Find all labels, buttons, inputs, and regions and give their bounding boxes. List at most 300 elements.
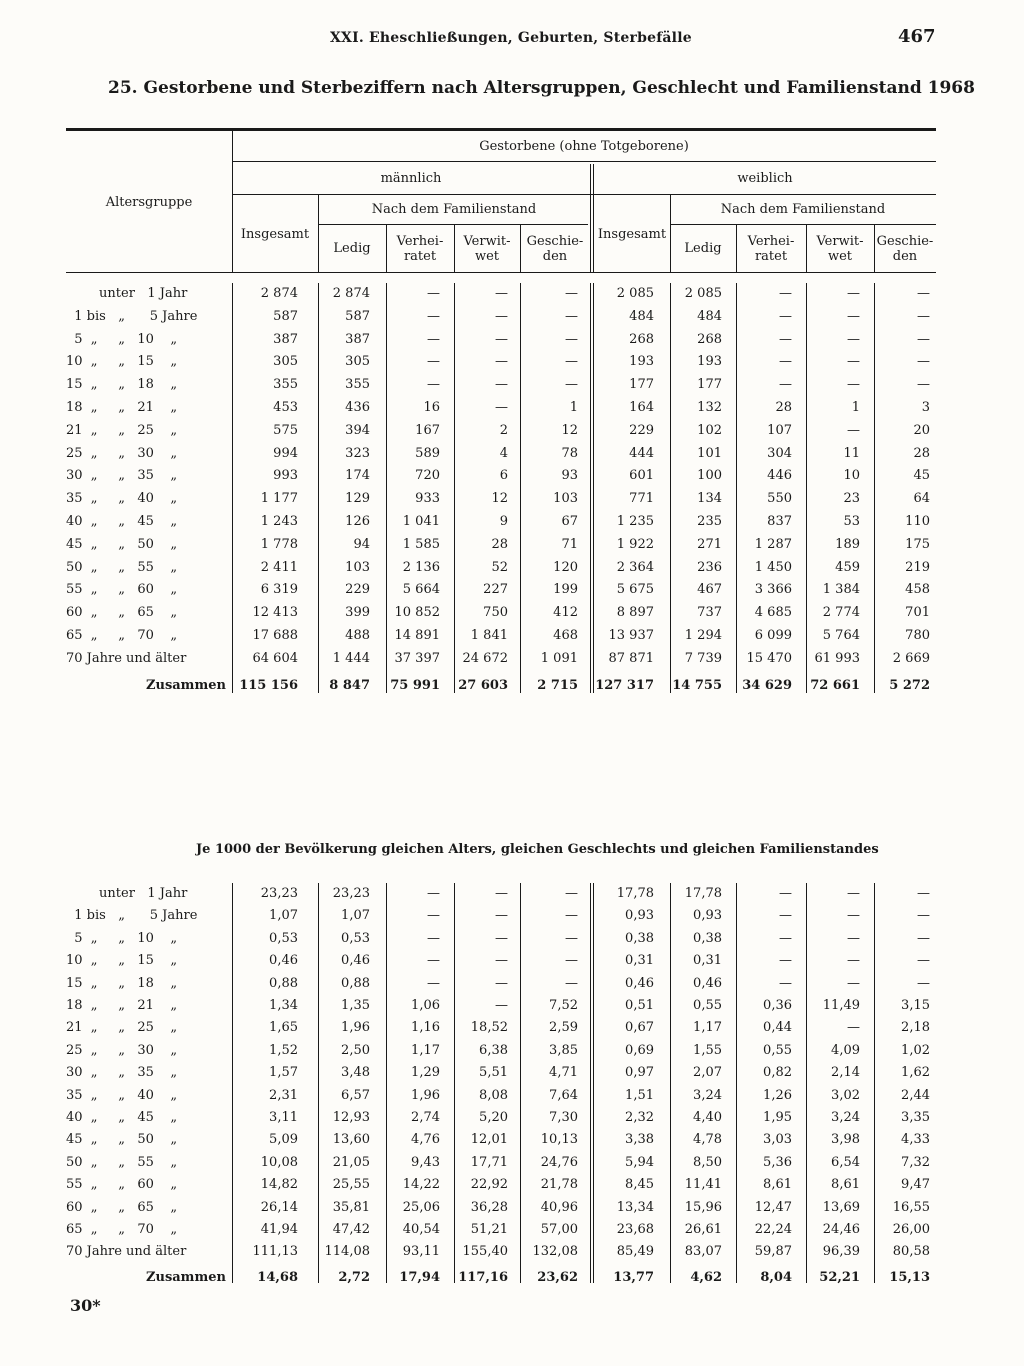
cell-w-insgesamt: 0,31 <box>625 953 654 969</box>
cell-w-verwitwet: 72 661 <box>810 677 860 693</box>
cell-m-verheiratet: 2,74 <box>411 1110 440 1125</box>
cell-m-insgesamt: 1,57 <box>269 1065 298 1081</box>
cell-w-insgesamt: 85,49 <box>616 1244 654 1260</box>
cell-m-verheiratet: 2 136 <box>402 559 440 575</box>
cell-w-insgesamt: 229 <box>629 422 654 438</box>
cell-w-verheiratet: 12,47 <box>754 1199 792 1215</box>
cell-m-verheiratet: — <box>427 930 440 946</box>
cell-w-ledig: 132 <box>697 400 722 415</box>
cell-w-verwitwet: 459 <box>835 559 860 575</box>
cell-w-insgesamt: 0,93 <box>625 908 654 924</box>
cell-m-ledig: 1 444 <box>332 650 370 666</box>
cell-m-ledig: 229 <box>345 582 370 598</box>
cell-w-insgesamt: 23,68 <box>616 1222 654 1237</box>
cell-m-verwitwet: — <box>495 377 508 393</box>
cell-w-verwitwet: — <box>847 377 860 393</box>
cell-w-insgesamt: 484 <box>629 308 654 324</box>
cell-m-insgesamt: 993 <box>273 468 298 484</box>
table-row <box>66 1085 936 1107</box>
table-row <box>66 1040 936 1062</box>
age-group-label: 70 Jahre und älter <box>66 1244 187 1260</box>
cell-w-geschieden: 175 <box>905 536 930 552</box>
cell-w-insgesamt: 2 364 <box>616 559 654 575</box>
cell-w-verwitwet: 61 993 <box>814 650 860 666</box>
cell-w-insgesamt: 193 <box>629 354 654 370</box>
cell-m-verwitwet: 9 <box>499 514 508 529</box>
cell-m-verheiratet: — <box>427 908 440 924</box>
cell-w-geschieden: — <box>917 908 930 924</box>
cell-w-insgesamt: 0,51 <box>625 998 654 1013</box>
cell-w-geschieden: 3,35 <box>901 1110 930 1125</box>
age-group-label: 25 „ „ 30 „ <box>66 1042 178 1058</box>
age-group-label: 1 bis „ 5 Jahre <box>66 308 198 324</box>
cell-m-insgesamt: 5,09 <box>269 1132 298 1148</box>
cell-w-geschieden: 2 669 <box>892 650 930 666</box>
cell-m-geschieden: 103 <box>553 491 578 507</box>
cell-w-insgesamt: 444 <box>629 445 654 461</box>
cell-w-verwitwet: 8,61 <box>831 1177 860 1193</box>
cell-w-ledig: 235 <box>697 514 722 529</box>
cell-w-geschieden: 1,02 <box>901 1042 930 1058</box>
cell-w-verwitwet: 3,24 <box>831 1110 860 1125</box>
cell-w-verwitwet: 2,14 <box>831 1065 860 1081</box>
running-header-title: XXI. Eheschließungen, Geburten, Sterbefälle <box>330 30 692 46</box>
cell-w-insgesamt: 17,78 <box>616 886 654 901</box>
table-row <box>66 602 936 624</box>
cell-w-insgesamt: 1,51 <box>625 1087 654 1103</box>
page-number: 467 <box>898 26 936 47</box>
cell-w-verwitwet: 24,46 <box>822 1222 860 1237</box>
cell-w-ledig: 4,40 <box>693 1110 722 1125</box>
age-group-label: 21 „ „ 25 „ <box>66 1020 178 1036</box>
cell-m-ledig: 8 847 <box>329 677 370 693</box>
cell-w-insgesamt: 8 897 <box>616 605 654 621</box>
running-header <box>0 26 1024 54</box>
cell-m-insgesamt: 17 688 <box>252 628 298 643</box>
age-group-label: 10 „ „ 15 „ <box>66 354 178 370</box>
cell-m-geschieden: 199 <box>553 582 578 598</box>
cell-m-geschieden: 78 <box>561 445 578 461</box>
cell-w-verheiratet: 3 366 <box>754 582 792 598</box>
cell-m-ledig: 23,23 <box>332 886 370 901</box>
cell-m-insgesamt: 64 604 <box>252 650 298 666</box>
cell-m-ledig: 394 <box>345 422 370 438</box>
cell-m-ledig: 126 <box>345 514 370 529</box>
cell-w-verheiratet: 6 099 <box>754 628 792 643</box>
age-group-label: 18 „ „ 21 „ <box>66 400 178 415</box>
table-title: 25. Gestorbene und Sterbeziffern nach Altersgruppen, Geschlecht und Familienstand 1968 <box>108 78 975 98</box>
header-w-verwitwet: Verwit- wet <box>816 233 864 264</box>
header-weiblich: weiblich <box>737 170 793 186</box>
cell-m-ledig: 12,93 <box>332 1110 370 1125</box>
cell-m-insgesamt: 23,23 <box>260 886 298 901</box>
cell-w-ledig: 1 294 <box>684 628 722 643</box>
cell-m-geschieden: 24,76 <box>540 1154 578 1170</box>
cell-m-verwitwet: 227 <box>483 582 508 598</box>
cell-w-geschieden: — <box>917 886 930 901</box>
cell-w-ledig: 177 <box>697 377 722 393</box>
cell-m-verwitwet: — <box>495 908 508 924</box>
cell-w-verheiratet: 1,26 <box>763 1087 792 1103</box>
cell-m-insgesamt: 1 243 <box>260 514 298 529</box>
cell-w-geschieden: — <box>917 930 930 946</box>
cell-w-verheiratet: 4 685 <box>754 605 792 621</box>
cell-w-insgesamt: 0,38 <box>625 930 654 946</box>
cell-m-ledig: 174 <box>345 468 370 484</box>
cell-m-verheiratet: — <box>427 354 440 370</box>
table-row <box>66 397 936 419</box>
cell-w-verwitwet: — <box>847 422 860 438</box>
cell-w-ledig: 236 <box>697 559 722 575</box>
table-row <box>66 511 936 533</box>
cell-m-verwitwet: — <box>495 998 508 1013</box>
cell-w-geschieden: 780 <box>905 628 930 643</box>
cell-w-ledig: 3,24 <box>693 1087 722 1103</box>
deaths-table-body <box>66 283 936 703</box>
cell-m-insgesamt: 453 <box>273 400 298 415</box>
cell-m-geschieden: — <box>565 930 578 946</box>
cell-m-ledig: 387 <box>345 331 370 347</box>
cell-m-verheiratet: 4,76 <box>411 1132 440 1148</box>
cell-m-insgesamt: 0,53 <box>269 930 298 946</box>
cell-m-verwitwet: 6 <box>499 468 508 484</box>
cell-m-insgesamt: 305 <box>273 354 298 370</box>
cell-w-ledig: 4,62 <box>690 1269 722 1285</box>
cell-w-verheiratet: — <box>779 377 792 393</box>
cell-m-verheiratet: — <box>427 377 440 393</box>
cell-w-insgesamt: 601 <box>629 468 654 484</box>
cell-m-geschieden: 93 <box>561 468 578 484</box>
table-row <box>66 443 936 465</box>
age-group-label: 15 „ „ 18 „ <box>66 975 178 991</box>
cell-m-ledig: 2,72 <box>338 1269 370 1285</box>
table-row <box>66 1062 936 1084</box>
cell-m-insgesamt: 1,07 <box>269 908 298 924</box>
cell-w-insgesamt: 1 922 <box>616 536 654 552</box>
cell-w-geschieden: 1,62 <box>901 1065 930 1081</box>
cell-w-ledig: 1,55 <box>693 1042 722 1058</box>
cell-w-insgesamt: 164 <box>629 400 654 415</box>
cell-w-verheiratet: 1,95 <box>763 1110 792 1125</box>
age-group-label: unter 1 Jahr <box>66 886 188 901</box>
cell-m-verheiratet: 720 <box>415 468 440 484</box>
table-row <box>66 374 936 396</box>
age-group-label: 1 bis „ 5 Jahre <box>66 908 198 924</box>
header-gestorbene: Gestorbene (ohne Totgeborene) <box>479 138 689 154</box>
cell-w-geschieden: 26,00 <box>892 1222 930 1237</box>
cell-w-verheiratet: 1 450 <box>754 559 792 575</box>
cell-m-verwitwet: 2 <box>499 422 508 438</box>
table-row <box>66 534 936 556</box>
age-group-label: 60 „ „ 65 „ <box>66 605 178 621</box>
cell-m-insgesamt: 994 <box>273 445 298 461</box>
table-row <box>66 625 936 647</box>
cell-m-ledig: 25,55 <box>332 1177 370 1193</box>
cell-m-ledig: 1,96 <box>341 1020 370 1036</box>
cell-w-ledig: 484 <box>697 308 722 324</box>
cell-m-insgesamt: 2,31 <box>269 1087 298 1103</box>
cell-m-geschieden: 3,85 <box>549 1042 578 1058</box>
cell-w-ledig: 100 <box>697 468 722 484</box>
cell-m-insgesamt: 3,11 <box>269 1110 298 1125</box>
cell-w-ledig: 193 <box>697 354 722 370</box>
cell-w-ledig: 14 755 <box>672 677 722 693</box>
table-row <box>66 1017 936 1039</box>
cell-w-insgesamt: 127 317 <box>595 677 654 693</box>
cell-w-ledig: 0,38 <box>693 930 722 946</box>
cell-m-geschieden: — <box>565 975 578 991</box>
cell-m-verwitwet: — <box>495 930 508 946</box>
header-m-ledig: Ledig <box>333 241 371 256</box>
table-row <box>66 648 936 670</box>
cell-w-ledig: 134 <box>697 491 722 507</box>
cell-m-verwitwet: 8,08 <box>479 1087 508 1103</box>
total-row <box>66 675 936 697</box>
sheet-signature: 30* <box>70 1296 101 1315</box>
cell-m-ledig: 0,53 <box>341 930 370 946</box>
cell-w-geschieden: — <box>917 286 930 301</box>
cell-w-insgesamt: 8,45 <box>625 1177 654 1193</box>
cell-m-verheiratet: 16 <box>423 400 440 415</box>
cell-m-verwitwet: 51,21 <box>470 1222 508 1237</box>
age-group-label: unter 1 Jahr <box>66 286 188 301</box>
cell-w-ledig: 268 <box>697 331 722 347</box>
cell-m-ledig: 0,46 <box>341 953 370 969</box>
cell-w-verheiratet: 5,36 <box>763 1154 792 1170</box>
age-group-label: 35 „ „ 40 „ <box>66 1087 178 1103</box>
cell-m-ledig: 399 <box>345 605 370 621</box>
cell-m-insgesamt: 0,88 <box>269 975 298 991</box>
cell-w-ledig: 101 <box>697 445 722 461</box>
cell-w-insgesamt: 13,77 <box>613 1269 654 1285</box>
cell-w-ledig: 0,93 <box>693 908 722 924</box>
cell-m-insgesamt: 1 778 <box>260 536 298 552</box>
table-row <box>66 1107 936 1129</box>
cell-w-insgesamt: 1 235 <box>616 514 654 529</box>
cell-w-insgesamt: 5 675 <box>616 582 654 598</box>
cell-m-geschieden: — <box>565 354 578 370</box>
cell-w-verheiratet: 3,03 <box>763 1132 792 1148</box>
cell-m-verwitwet: 12 <box>491 491 508 507</box>
table-row <box>66 1219 936 1241</box>
cell-w-verwitwet: 11,49 <box>822 998 860 1013</box>
cell-w-insgesamt: 87 871 <box>608 650 654 666</box>
cell-m-verwitwet: 28 <box>491 536 508 552</box>
cell-w-ledig: 271 <box>697 536 722 552</box>
header-maennlich: männlich <box>380 170 442 186</box>
age-group-label: 50 „ „ 55 „ <box>66 559 178 575</box>
cell-w-ledig: 0,31 <box>693 953 722 969</box>
cell-m-verwitwet: 6,38 <box>479 1042 508 1058</box>
age-group-label: 35 „ „ 40 „ <box>66 491 178 507</box>
cell-w-insgesamt: 2,32 <box>625 1110 654 1125</box>
cell-w-geschieden: — <box>917 953 930 969</box>
cell-w-verheiratet: — <box>779 908 792 924</box>
cell-m-ledig: 2 874 <box>332 286 370 301</box>
cell-m-geschieden: 67 <box>561 514 578 529</box>
cell-m-ledig: 323 <box>345 445 370 461</box>
cell-m-ledig: 13,60 <box>332 1132 370 1148</box>
cell-w-geschieden: 7,32 <box>901 1154 930 1170</box>
cell-m-ledig: 1,07 <box>341 908 370 924</box>
cell-w-ledig: 0,55 <box>693 998 722 1013</box>
cell-w-verheiratet: 59,87 <box>754 1244 792 1260</box>
cell-w-geschieden: 28 <box>913 445 930 461</box>
cell-m-geschieden: 2 715 <box>537 677 578 693</box>
cell-m-verheiratet: 9,43 <box>411 1154 440 1170</box>
cell-w-insgesamt: 268 <box>629 331 654 347</box>
cell-w-geschieden: 701 <box>905 605 930 621</box>
cell-m-ledig: 436 <box>345 400 370 415</box>
cell-m-verwitwet: 22,92 <box>470 1177 508 1193</box>
cell-w-insgesamt: 0,46 <box>625 975 654 991</box>
cell-w-geschieden: 2,18 <box>901 1020 930 1036</box>
cell-w-verwitwet: — <box>847 354 860 370</box>
age-group-label: 40 „ „ 45 „ <box>66 1110 178 1125</box>
cell-m-verwitwet: 750 <box>483 605 508 621</box>
cell-w-ledig: 4,78 <box>693 1132 722 1148</box>
cell-m-insgesamt: 10,08 <box>260 1154 298 1170</box>
cell-m-verwitwet: 5,51 <box>479 1065 508 1081</box>
cell-m-insgesamt: 0,46 <box>269 953 298 969</box>
age-group-label: 60 „ „ 65 „ <box>66 1199 178 1215</box>
cell-m-insgesamt: 26,14 <box>260 1199 298 1215</box>
cell-m-insgesamt: 14,68 <box>257 1269 298 1285</box>
cell-w-geschieden: — <box>917 975 930 991</box>
cell-w-verwitwet: 53 <box>843 514 860 529</box>
rates-section-heading: Je 1000 der Bevölkerung gleichen Alters, gleichen Geschlechts und gleichen Familienstandes <box>196 842 879 857</box>
cell-w-geschieden: 110 <box>905 514 930 529</box>
cell-w-geschieden: 3 <box>921 400 930 415</box>
cell-w-verwitwet: 6,54 <box>831 1154 860 1170</box>
cell-w-ledig: 15,96 <box>684 1199 722 1215</box>
cell-m-geschieden: 7,30 <box>549 1110 578 1125</box>
cell-w-verheiratet: 0,55 <box>763 1042 792 1058</box>
table-row <box>66 420 936 442</box>
cell-m-ledig: 94 <box>353 536 370 552</box>
cell-w-ledig: 11,41 <box>684 1177 722 1193</box>
cell-w-verwitwet: 3,02 <box>831 1087 860 1103</box>
header-w-ledig: Ledig <box>684 241 722 256</box>
age-group-label: 5 „ „ 10 „ <box>66 331 178 347</box>
cell-w-verheiratet: 0,36 <box>763 998 792 1013</box>
cell-m-verheiratet: 1,29 <box>411 1065 440 1081</box>
cell-m-verheiratet: 1 041 <box>402 514 440 529</box>
cell-m-insgesamt: 1,52 <box>269 1042 298 1058</box>
cell-w-verheiratet: 15 470 <box>746 650 792 666</box>
cell-w-verheiratet: 0,82 <box>763 1065 792 1081</box>
cell-m-insgesamt: 2 874 <box>260 286 298 301</box>
cell-w-verwitwet: — <box>847 975 860 991</box>
cell-w-verheiratet: 1 287 <box>754 536 792 552</box>
table-row <box>66 995 936 1017</box>
table-row <box>66 579 936 601</box>
cell-m-verheiratet: 37 397 <box>394 650 440 666</box>
cell-w-ledig: 8,50 <box>693 1154 722 1170</box>
cell-m-ledig: 6,57 <box>341 1087 370 1103</box>
cell-m-geschieden: 120 <box>553 559 578 575</box>
age-group-label: 25 „ „ 30 „ <box>66 445 178 461</box>
cell-m-insgesamt: 14,82 <box>260 1177 298 1193</box>
cell-m-verwitwet: — <box>495 331 508 347</box>
cell-m-geschieden: 468 <box>553 628 578 643</box>
cell-m-verheiratet: 589 <box>415 445 440 461</box>
cell-m-insgesamt: 115 156 <box>239 677 298 693</box>
cell-w-verwitwet: 3,98 <box>831 1132 860 1148</box>
cell-w-insgesamt: 3,38 <box>625 1132 654 1148</box>
cell-w-ledig: 83,07 <box>684 1244 722 1260</box>
age-group-label: 45 „ „ 50 „ <box>66 1132 178 1148</box>
age-group-label: 21 „ „ 25 „ <box>66 422 178 438</box>
cell-m-insgesamt: 575 <box>273 422 298 438</box>
table-row <box>66 1174 936 1196</box>
age-group-label: 5 „ „ 10 „ <box>66 930 178 946</box>
cell-m-verwitwet: — <box>495 354 508 370</box>
cell-w-insgesamt: 2 085 <box>616 286 654 301</box>
cell-w-verwitwet: 1 <box>851 400 860 415</box>
cell-w-verheiratet: — <box>779 953 792 969</box>
cell-w-ledig: 102 <box>697 422 722 438</box>
cell-w-geschieden: 45 <box>913 468 930 484</box>
cell-w-ledig: 737 <box>697 605 722 621</box>
cell-m-verheiratet: 167 <box>415 422 440 438</box>
cell-m-geschieden: 7,52 <box>549 998 578 1013</box>
cell-w-verwitwet: — <box>847 286 860 301</box>
cell-m-geschieden: 132,08 <box>532 1244 578 1260</box>
cell-w-geschieden: 2,44 <box>901 1087 930 1103</box>
cell-w-geschieden: 5 272 <box>889 677 930 693</box>
header-m-insgesamt: Insgesamt <box>240 226 310 242</box>
cell-w-verheiratet: 304 <box>767 445 792 461</box>
cell-m-geschieden: — <box>565 953 578 969</box>
cell-w-verwitwet: 96,39 <box>822 1244 860 1260</box>
cell-w-geschieden: 3,15 <box>901 998 930 1013</box>
cell-w-ledig: 0,46 <box>693 975 722 991</box>
header-altersgruppe: Altersgruppe <box>105 194 193 210</box>
cell-w-verwitwet: 5 764 <box>822 628 860 643</box>
age-group-label: 65 „ „ 70 „ <box>66 1222 178 1237</box>
cell-m-geschieden: 4,71 <box>549 1065 578 1081</box>
cell-m-ledig: 114,08 <box>324 1244 370 1260</box>
cell-w-verwitwet: 1 384 <box>822 582 860 598</box>
cell-w-verheiratet: 22,24 <box>754 1222 792 1237</box>
table-row <box>66 928 936 950</box>
cell-m-verheiratet: 1 585 <box>402 536 440 552</box>
cell-m-geschieden: — <box>565 908 578 924</box>
age-group-label: 10 „ „ 15 „ <box>66 953 178 969</box>
cell-w-verwitwet: 4,09 <box>831 1042 860 1058</box>
cell-m-ledig: 2,50 <box>341 1042 370 1058</box>
table-row <box>66 465 936 487</box>
cell-w-verheiratet: — <box>779 308 792 324</box>
cell-w-verwitwet: 13,69 <box>822 1199 860 1215</box>
cell-w-insgesamt: 5,94 <box>625 1154 654 1170</box>
header-m-nach-familienstand: Nach dem Familienstand <box>371 202 537 217</box>
header-m-geschieden: Geschie- den <box>526 233 584 264</box>
table-row <box>66 905 936 927</box>
cell-w-verwitwet: 11 <box>843 445 860 461</box>
cell-m-geschieden: — <box>565 377 578 393</box>
cell-m-insgesamt: 1 177 <box>260 491 298 507</box>
cell-w-verheiratet: 28 <box>775 400 792 415</box>
cell-m-ledig: 103 <box>345 559 370 575</box>
cell-m-verheiratet: — <box>427 886 440 901</box>
cell-m-verheiratet: 75 991 <box>390 677 440 693</box>
cell-m-insgesamt: 355 <box>273 377 298 393</box>
age-group-label: 30 „ „ 35 „ <box>66 1065 178 1081</box>
cell-w-insgesamt: 0,67 <box>625 1020 654 1036</box>
cell-w-verheiratet: — <box>779 975 792 991</box>
